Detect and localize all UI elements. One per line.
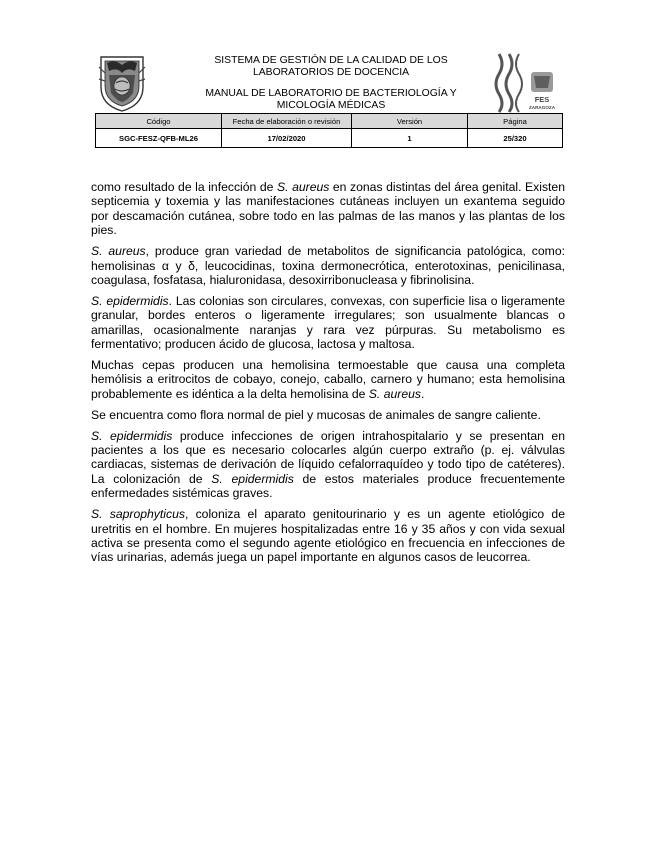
species-name: S. aureus bbox=[277, 180, 330, 194]
info-table-value-row bbox=[96, 129, 563, 148]
page-value: 25/320 bbox=[468, 129, 563, 148]
paragraph: S. epidermidis produce infecciones de origen intrahospitalario y se presentan en pacientes a los que es necesario colocarles algún cuerpo extraño (p. ej. válvulas cardiacas, sistemas de derivación de líquido cefalorraquídeo y todo tipo de catéteres). La colonización de S. epidermidis de estos materiales produce frecuentemente enfermedades sistémicas graves. bbox=[91, 428, 565, 501]
species-name: S. saprophyticus bbox=[91, 507, 185, 522]
manual-title bbox=[190, 88, 472, 113]
paragraph: S. epidermidis. Las colonias son circulares, convexas, con superficie lisa o ligeramente granular, bordes enteros o ligeramente irregulares; son usualmente blancas o amarillas, ocasionalmente naranjas y rara vez púrpuras. Su metabolismo es fermentativo; producen ácido de glucosa, lactosa y maltosa. bbox=[91, 293, 565, 352]
fes-logo-text: FES bbox=[534, 95, 550, 104]
header-version: Versión bbox=[352, 114, 468, 129]
species-name: S. epidermidis bbox=[91, 428, 173, 443]
unam-shield-logo bbox=[97, 53, 147, 113]
info-table-header-row bbox=[96, 114, 563, 129]
fes-zaragoza-logo bbox=[493, 50, 561, 114]
paragraph: S. aureus, produce gran variedad de metabolitos de significancia patológica, como: hemolisinas α y δ, leucocidinas, toxina dermonecrótica, enterotoxinas, penicilinasa, coagulasa, fosfatasa, hialuronidasa, desoxirribonucleasa y fibrinolisina. bbox=[91, 244, 565, 287]
paragraph: Muchas cepas producen una hemolisina termoestable que causa una completa hemólisis a eritrocitos de cobayo, conejo, caballo, carnero y humano; esta hemolisina probablemente es idéntica a la delta hemolisina de S. aureus. bbox=[91, 357, 565, 401]
manual-title-line1: MANUAL DE LABORATORIO DE BACTERIOLOGÍA Y bbox=[205, 88, 457, 99]
document-info-table bbox=[95, 113, 563, 148]
paragraph: Se encuentra como flora normal de piel y mucosas de animales de sangre caliente. bbox=[91, 407, 541, 422]
species-name: S. aureus bbox=[368, 386, 421, 401]
code-value: SGC-FESZ-QFB-ML26 bbox=[96, 129, 222, 148]
paragraph: S. saprophyticus, coloniza el aparato genitourinario y es un agente etiológico de uretritis en el hombre. En mujeres hospitalizadas entre 16 y 35 años y con vida sexual activa se presenta como el segundo agente etiológico en frecuencia en infecciones de vías urinarias, además juega un papel importante en algunos casos de leucorrea. bbox=[91, 507, 565, 565]
header-page: Página bbox=[468, 114, 563, 129]
version-value: 1 bbox=[352, 129, 468, 148]
system-title-line1: SISTEMA DE GESTIÓN DE LA CALIDAD DE LOS bbox=[214, 55, 448, 66]
paragraph: como resultado de la infección de S. aureus en zonas distintas del área genital. Existen septicemia y toxemia y las manifestaciones cutáneas incluyen un exantema seguido por descamación cutánea, sobre todo en las palmas de las manos y las plantas de los pies. bbox=[91, 180, 565, 238]
system-title-line2: LABORATORIOS DE DOCENCIA bbox=[252, 67, 410, 79]
species-name: S. aureus bbox=[91, 244, 146, 259]
species-name: S. epidermidis bbox=[211, 471, 294, 486]
body-text bbox=[91, 180, 565, 571]
date-value: 17/02/2020 bbox=[222, 129, 352, 148]
header-date: Fecha de elaboración o revisión bbox=[222, 114, 352, 129]
manual-title-line2: MICOLOGÍA MÉDICAS bbox=[276, 100, 386, 112]
system-title bbox=[190, 55, 472, 80]
species-name: S. epidermidis bbox=[91, 293, 169, 308]
zaragoza-logo-text: ZARAGOZA bbox=[528, 105, 556, 110]
header-code: Código bbox=[96, 114, 222, 129]
